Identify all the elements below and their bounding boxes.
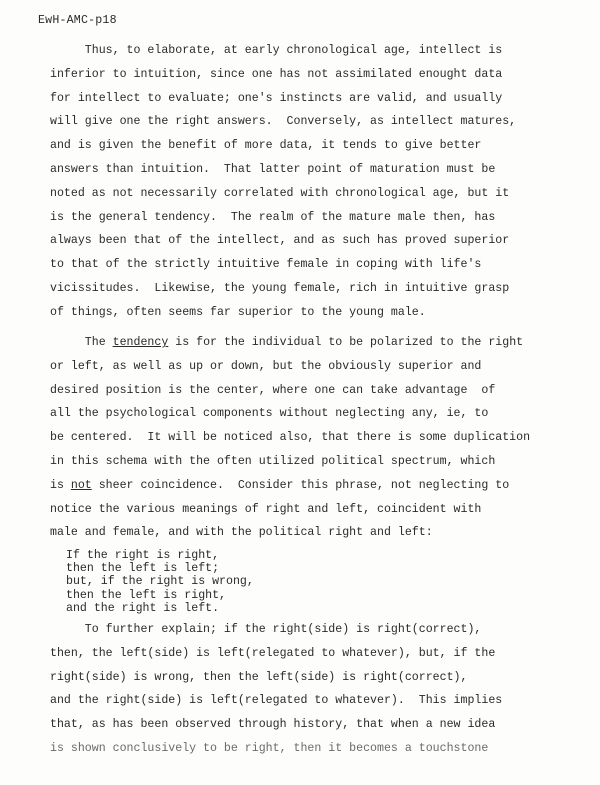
text-line: noted as not necessarily correlated with chronological age, but it bbox=[50, 186, 510, 200]
text-line bbox=[50, 474, 570, 498]
text-line: desired position is the center, where one can take advantage of bbox=[50, 383, 496, 397]
verse-line: and the right is left. bbox=[66, 601, 220, 615]
text-span: The bbox=[50, 336, 113, 349]
verse-line: then the left is left; bbox=[66, 562, 220, 576]
text-line: Thus, to elaborate, at early chronological age, intellect is bbox=[50, 44, 503, 57]
text-line: right(side) is wrong, then the left(side) is right(correct), bbox=[50, 670, 468, 684]
text-line: to that of the strictly intuitive female in coping with life's bbox=[50, 258, 482, 272]
text-line: for intellect to evaluate; one's instincts are valid, and usually bbox=[50, 91, 503, 105]
text-line: and the right(side) is left(relegated to whatever). This implies bbox=[50, 694, 503, 708]
text-span: sheer coincidence. Consider this phrase, not neglecting to bbox=[91, 478, 510, 492]
text-line: answers than intuition. That latter point of maturation must be bbox=[50, 162, 496, 176]
text-line: inferior to intuition, since one has not assimilated enought data bbox=[50, 67, 503, 81]
paragraph-1 bbox=[50, 39, 570, 325]
text-line: of things, often seems far superior to the young male. bbox=[50, 305, 426, 319]
text-line: all the psychological components without neglecting any, ie, to bbox=[50, 407, 489, 421]
text-line: or left, as well as up or down, but the obviously superior and bbox=[50, 359, 482, 373]
text-line: To further explain; if the right(side) is right(correct), bbox=[50, 623, 482, 636]
text-line: is shown conclusively to be right, then it becomes a touchstone bbox=[50, 741, 489, 755]
text-line: notice the various meanings of right and left, coincident with bbox=[50, 502, 482, 516]
text-line: then, the left(side) is left(relegated to whatever), but, if the bbox=[50, 646, 496, 660]
text-line: vicissitudes. Likewise, the young female, rich in intuitive grasp bbox=[50, 281, 510, 295]
text-span: is bbox=[50, 478, 71, 492]
text-line: in this schema with the often utilized political spectrum, which bbox=[50, 454, 496, 468]
verse-line: but, if the right is wrong, bbox=[66, 575, 254, 589]
paragraph-2 bbox=[50, 331, 570, 545]
text-line: that, as has been observed through history, that when a new idea bbox=[50, 718, 496, 732]
text-line: be centered. It will be noticed also, that there is some duplication bbox=[50, 431, 531, 445]
text-line: and is given the benefit of more data, it tends to give better bbox=[50, 139, 482, 153]
underlined-word: tendency bbox=[112, 336, 169, 349]
text-line bbox=[50, 331, 570, 355]
text-line: is the general tendency. The realm of the mature male then, has bbox=[50, 210, 496, 224]
verse-line: then the left is right, bbox=[66, 588, 227, 602]
text-line: always been that of the intellect, and as such has proved superior bbox=[50, 234, 510, 248]
verse-block bbox=[66, 549, 254, 615]
underlined-word: not bbox=[70, 478, 92, 492]
text-line: will give one the right answers. Conversely, as intellect matures, bbox=[50, 115, 517, 129]
page-header: EwH-AMC-p18 bbox=[38, 14, 117, 27]
text-line: male and female, and with the political right and left: bbox=[50, 526, 433, 540]
paragraph-3 bbox=[50, 618, 570, 761]
verse-line: If the right is right, bbox=[66, 549, 220, 562]
text-span: is for the individual to be polarized to the right bbox=[168, 336, 524, 349]
